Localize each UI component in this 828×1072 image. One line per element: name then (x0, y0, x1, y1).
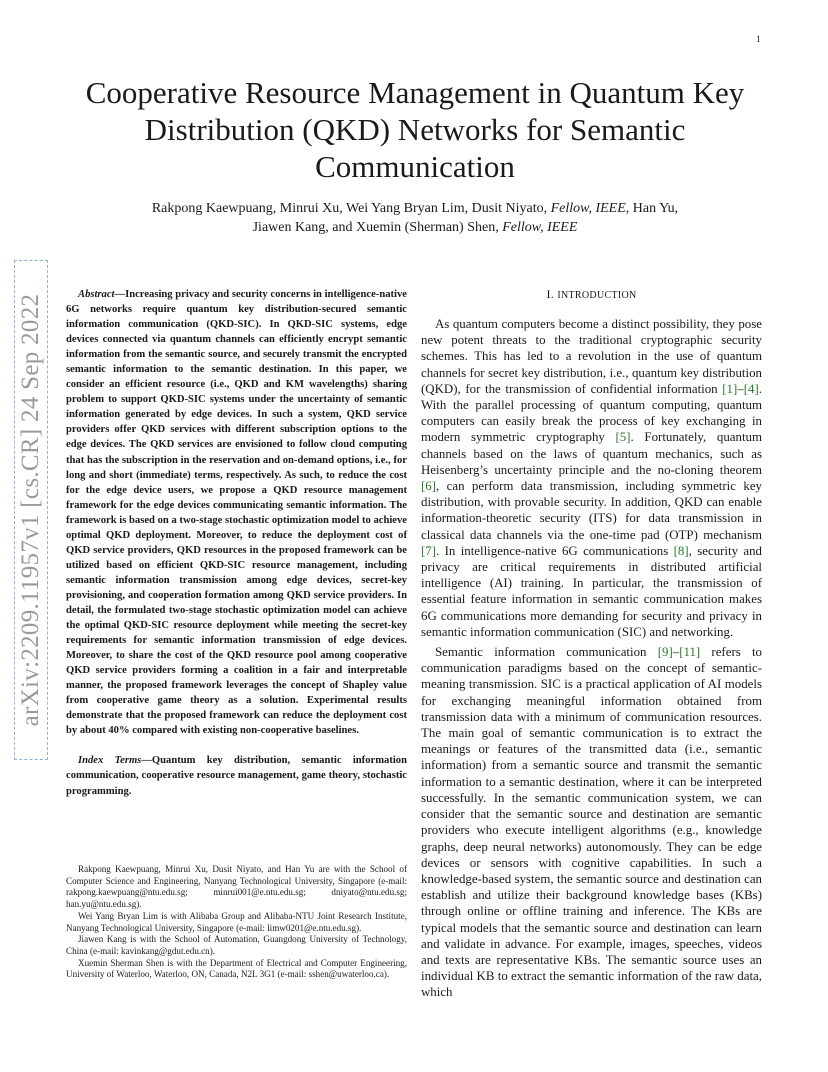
page-number: 1 (756, 34, 761, 44)
index-terms (66, 753, 407, 798)
intro-text: . Fortunately, quantum channels based on the laws of quantum mechanics, such as Heisenberg’s uncertainty principle and the no-cloning theorem (421, 430, 762, 477)
intro-text: . With the parallel processing of quantum computing, quantum computers can easily break the process of key exchanging in modern symmetric cryptography (421, 381, 762, 445)
arxiv-identifier-text: arXiv:2209.11957v1 [cs.CR] 24 Sep 2022 (17, 293, 44, 727)
author-fellow-note: Fellow, IEEE (550, 201, 626, 216)
index-terms-text: —Quantum key distribution, semantic information communication, cooperative resource management, game theory, stochastic programming. (66, 755, 407, 797)
paper-title: Cooperative Resource Management in Quantum Key Distribution (QKD) Networks for Semantic Communication (85, 75, 745, 184)
abstract-text: —Increasing privacy and security concerns in intelligence-native 6G networks require quantum key distribution-secured semantic information communication (QKD-SIC). In QKD-SIC systems, edge devices connected via quantum channels can efficiently encrypt semantic information from the semantic source, and securely transmit the encrypted semantic information to the semantic destination. In this paper, we consider an efficient resource (i.e., QKD and KM wavelengths) sharing problem to support QKD-SIC systems under the uncertainty of semantic information generated by edge devices. In such a system, QKD service providers offer QKD services with different subscription options to the edge devices. The QKD services are envisioned to follow cloud computing that has the subscription in the reservation and on-demand options, i.e., for long and short (immediate) terms, respectively. As such, to reduce the cost for the edge device users, we propose a QKD resource management framework for the edge devices communicating semantic information. The framework is based on a two-stage stochastic optimization model to achieve optimal QKD deployment. Moreover, to reduce the deployment cost of QKD service providers, QKD resources in the proposed framework can be utilized based on efficient QKD-SIC resource management, including semantic information transmission among edge devices, secret-key provisioning, and cooperation formation among QKD service providers. In detail, the formulated two-stage stochastic optimization model can achieve the optimal QKD-SIC resource deployment while meeting the secret-key requirements for semantic information transmission of edge devices. Moreover, to share the cost of the QKD resource pool among cooperative QKD service providers forming a coalition in a fair and interpretable manner, the proposed framework leverages the concept of Shapley value from cooperative game theory as a solution. Experimental results demonstrate that the proposed framework can reduce the deployment cost by about 40% compared with existing non-cooperative baselines. (66, 289, 407, 737)
footnote: Xuemin Sherman Shen is with the Department of Electrical and Computer Engineering, University of Waterloo, Waterloo, ON, Canada, N2L 3G1 (e-mail: sshen@uwaterloo.ca). (66, 957, 407, 980)
footnote: Wei Yang Bryan Lim is with Alibaba Group and Alibaba-NTU Joint Research Institute, Nanyang Technological University, Singapore (e-mail: limw0201@e.ntu.edu.sg). (66, 910, 407, 933)
author-affiliation-footnotes (66, 864, 407, 981)
footnote: Jiawen Kang is with the School of Automation, Guangdong University of Technology, China (e-mail: kavinkang@gdut.edu.cn). (66, 934, 407, 956)
left-column (66, 287, 407, 799)
arxiv-identifier-stamp (14, 260, 48, 760)
intro-text: refers to communication paradigms based on the concept of semantic-meaning transmission. SIC is a practical application of AI models for exchanging meaningful information obtained from transmission data with a minimum of communication resources. The main goal of semantic communication is to extract the meanings or features of the transmitted data (i.e., semantic information) from a semantic source and transmit the semantic information to a semantic destination, where it can be interpreted successfully. In the semantic communication system, we can consider that the semantic source and destination are semantic providers who execute intelligent algorithms (e.g., knowledge graphs, deep neural networks) autonomously. They can be edge devices or sensors with cognitive capabilities. In such a knowledge-based system, the semantic source and destination can establish and utilize their background knowledge bases (KBs) through online or offline training and inference. The KBs are typical models that the semantic source and destination can learn and validate in advance. For example, images, speeches, videos and texts are representative KBs. The semantic source uses an individual KB to extract the semantic information of the raw data, which (421, 645, 763, 1000)
author-line-1 (60, 199, 770, 218)
introduction-paragraph-2 (421, 644, 762, 1000)
citation-link[interactable]: [8] (673, 543, 689, 558)
author-names: Jiawen Kang, and Xuemin (Sherman) Shen, (252, 220, 503, 235)
right-column (421, 287, 762, 1001)
citation-link[interactable]: [9] (657, 645, 673, 660)
intro-text: – (672, 645, 680, 660)
introduction-paragraph-1 (421, 316, 762, 640)
citation-link[interactable]: [11] (679, 645, 701, 660)
author-list (60, 199, 770, 237)
author-fellow-note: Fellow, IEEE (502, 220, 578, 235)
abstract (66, 287, 407, 738)
section-title: INTRODUCTION (557, 290, 637, 301)
footnote: Rakpong Kaewpuang, Minrui Xu, Dusit Niyato, and Han Yu are with the School of Computer Science and Engineering, Nanyang Technological University, Singapore (e-mail: rakpong.kaewpuang@ntu.edu.sg; minrui001@e.ntu.edu.sg; dniyato@ntu.edu.sg; han.yu@ntu.edu.sg). (66, 864, 407, 910)
section-numeral: I. (546, 287, 558, 301)
intro-text: Semantic information communication (435, 645, 658, 660)
intro-text: – (737, 381, 744, 396)
citation-link[interactable]: [7] (421, 543, 437, 558)
intro-text: As quantum computers become a distinct possibility, they pose new potent threats to the traditional cryptographic security schemes. This has led to a revolution in the use of quantum channels for secret key distribution, i.e., quantum key distribution (QKD), for the transmission of confidential information (421, 317, 762, 396)
index-terms-label: Index Terms (78, 755, 142, 767)
author-names: , Han Yu, (625, 201, 679, 216)
author-names: Rakpong Kaewpuang, Minrui Xu, Wei Yang Bryan Lim, Dusit Niyato, (151, 201, 551, 216)
intro-text: , can perform data transmission, including symmetric key distribution, with provable security. In addition, QKD can enable information-theoretic security (ITS) for data transmission in classical data channels via the one-time pad (OTP) mechanism (421, 479, 762, 542)
citation-link[interactable]: [4] (743, 381, 759, 396)
intro-text: , security and privacy are critical requirements in distributed artificial intelligence (AI) training. In particular, the transmission of essential feature information in semantic communication makes 6G communications more demanding for security and privacy in semantic information communication (SIC) and networking. (421, 543, 762, 639)
intro-text: . In intelligence-native 6G communications (436, 543, 674, 558)
citation-link[interactable]: [1] (722, 381, 738, 396)
author-line-2 (60, 218, 770, 237)
abstract-label: Abstract (78, 289, 115, 300)
section-heading-introduction (421, 287, 762, 302)
citation-link[interactable]: [5] (615, 430, 631, 445)
citation-link[interactable]: [6] (421, 479, 437, 494)
